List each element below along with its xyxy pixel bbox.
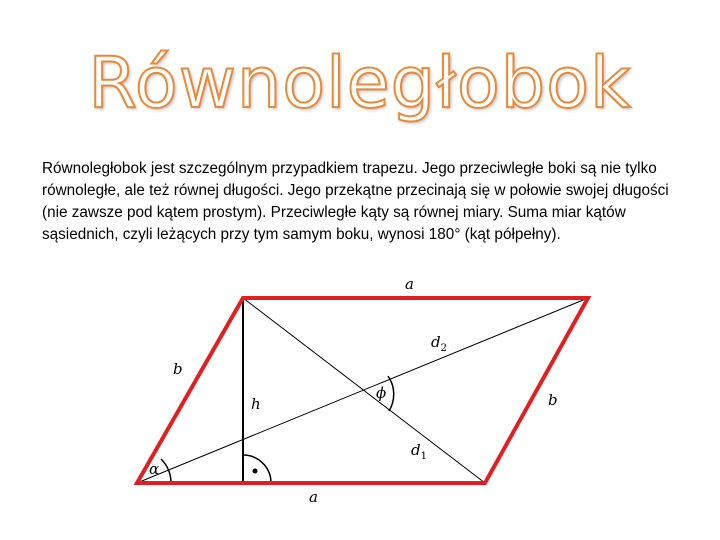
page-title: Równoległobok bbox=[88, 42, 632, 124]
label-side-bottom: a bbox=[309, 488, 318, 506]
label-diagonal-d2 bbox=[431, 333, 447, 354]
right-angle-dot bbox=[253, 469, 258, 474]
label-d2-subscript: 2 bbox=[440, 343, 447, 354]
label-height: h bbox=[251, 395, 261, 413]
diagonal-d1 bbox=[243, 298, 485, 483]
label-side-top: a bbox=[405, 275, 414, 293]
phi-angle-arc bbox=[388, 376, 394, 411]
label-d1-subscript: 1 bbox=[420, 451, 427, 462]
label-side-right: b bbox=[548, 391, 558, 409]
label-d1-letter: d bbox=[411, 441, 421, 459]
label-angle-phi: ϕ bbox=[376, 384, 387, 402]
label-side-left: b bbox=[173, 360, 183, 378]
diagonal-d2 bbox=[137, 298, 588, 483]
description-text: Równoległobok jest szczególnym przypadkiem trapezu. Jego przeciwległe boki są nie tylko równoległe, ale też równej długości. Jego przekątne przecinają się w połowie swojej długości (nie zawsze pod kątem prostym). Przeciwległe kąty są równej miary. Suma miar kątów sąsiednich, czyli leżących przy tym samym boku, wynosi 180° (kąt półpełny). bbox=[42, 160, 669, 243]
label-diagonal-d1 bbox=[411, 441, 427, 462]
label-angle-alpha: α bbox=[149, 460, 160, 478]
label-d2-letter: d bbox=[431, 333, 441, 351]
right-angle-arc bbox=[243, 455, 271, 483]
